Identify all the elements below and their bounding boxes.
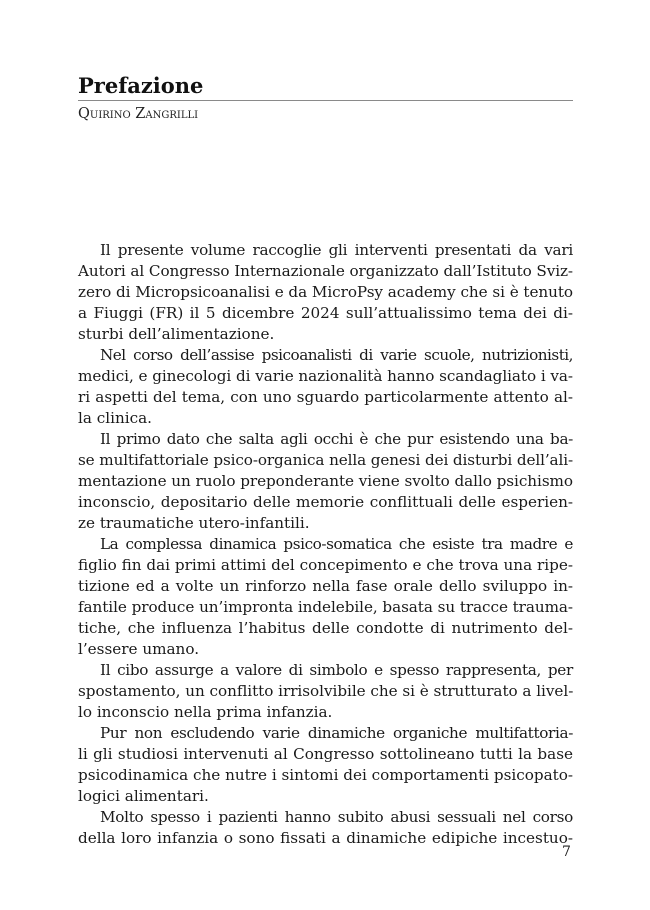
text-line: figlio fin dai primi attimi del concepimento e che trova una ripe- bbox=[78, 556, 573, 574]
text-line: Autori al Congresso Internazionale organizzato dall’Istituto Sviz- bbox=[78, 262, 573, 280]
text-line: ze traumatiche utero-infantili. bbox=[78, 514, 310, 532]
text-line: ri aspetti del tema, con uno sguardo particolarmente attento al- bbox=[78, 388, 573, 406]
text-line: tizione ed a volte un rinforzo nella fase orale dello sviluppo in- bbox=[78, 577, 573, 595]
text-line: lo inconscio nella prima infanzia. bbox=[78, 703, 333, 721]
text-line: Nel corso dell’assise psicoanalisti di varie scuole, nutrizionisti, bbox=[100, 346, 573, 364]
text-line: Il cibo assurge a valore di simbolo e spesso rappresenta, per bbox=[100, 661, 573, 679]
page-number: 7 bbox=[562, 844, 571, 860]
text-line: l’essere umano. bbox=[78, 640, 200, 658]
text-line: fantile produce un’impronta indelebile, basata su tracce trauma- bbox=[78, 598, 573, 616]
text-line: tiche, che influenza l’habitus delle condotte di nutrimento del- bbox=[78, 619, 573, 637]
text-line: logici alimentari. bbox=[78, 787, 209, 805]
text-line: medici, e ginecologi di varie nazionalità hanno scandagliato i va- bbox=[78, 367, 573, 385]
text-line: se multifattoriale psico-organica nella genesi dei disturbi dell’ali- bbox=[78, 451, 573, 469]
text-line: Molto spesso i pazienti hanno subito abusi sessuali nel corso bbox=[100, 808, 573, 826]
text-line: mentazione un ruolo preponderante viene svolto dallo psichismo bbox=[78, 472, 573, 490]
text-line: a Fiuggi (FR) il 5 dicembre 2024 sull’attualissimo tema dei di- bbox=[78, 304, 573, 322]
text-line: Il presente volume raccoglie gli interventi presentati da vari bbox=[100, 241, 573, 259]
author-name: Quirino Zangrilli bbox=[78, 106, 199, 122]
text-line: Il primo dato che salta agli occhi è che pur esistendo una ba- bbox=[100, 430, 573, 448]
text-line: psicodinamica che nutre i sintomi dei comportamenti psicopato- bbox=[78, 766, 573, 784]
text-line: Pur non escludendo varie dinamiche organiche multifattoria- bbox=[100, 724, 573, 742]
text-line: la clinica. bbox=[78, 409, 152, 427]
title-divider bbox=[78, 100, 573, 101]
text-line: li gli studiosi intervenuti al Congresso sottolineano tutti la base bbox=[78, 745, 573, 763]
text-line: della loro infanzia o sono fissati a dinamiche edipiche incestuo- bbox=[78, 829, 573, 847]
page-title: Prefazione bbox=[78, 73, 204, 98]
text-line: inconscio, depositario delle memorie conflittuali delle esperien- bbox=[78, 493, 573, 511]
body-text bbox=[78, 240, 573, 849]
text-line: sturbi dell’alimentazione. bbox=[78, 325, 275, 343]
text-line: zero di Micropsicoanalisi e da MicroPsy academy che si è tenuto bbox=[78, 283, 573, 301]
text-line: spostamento, un conflitto irrisolvibile che si è strutturato a livel- bbox=[78, 682, 574, 700]
text-line: La complessa dinamica psico-somatica che esiste tra madre e bbox=[100, 535, 573, 553]
